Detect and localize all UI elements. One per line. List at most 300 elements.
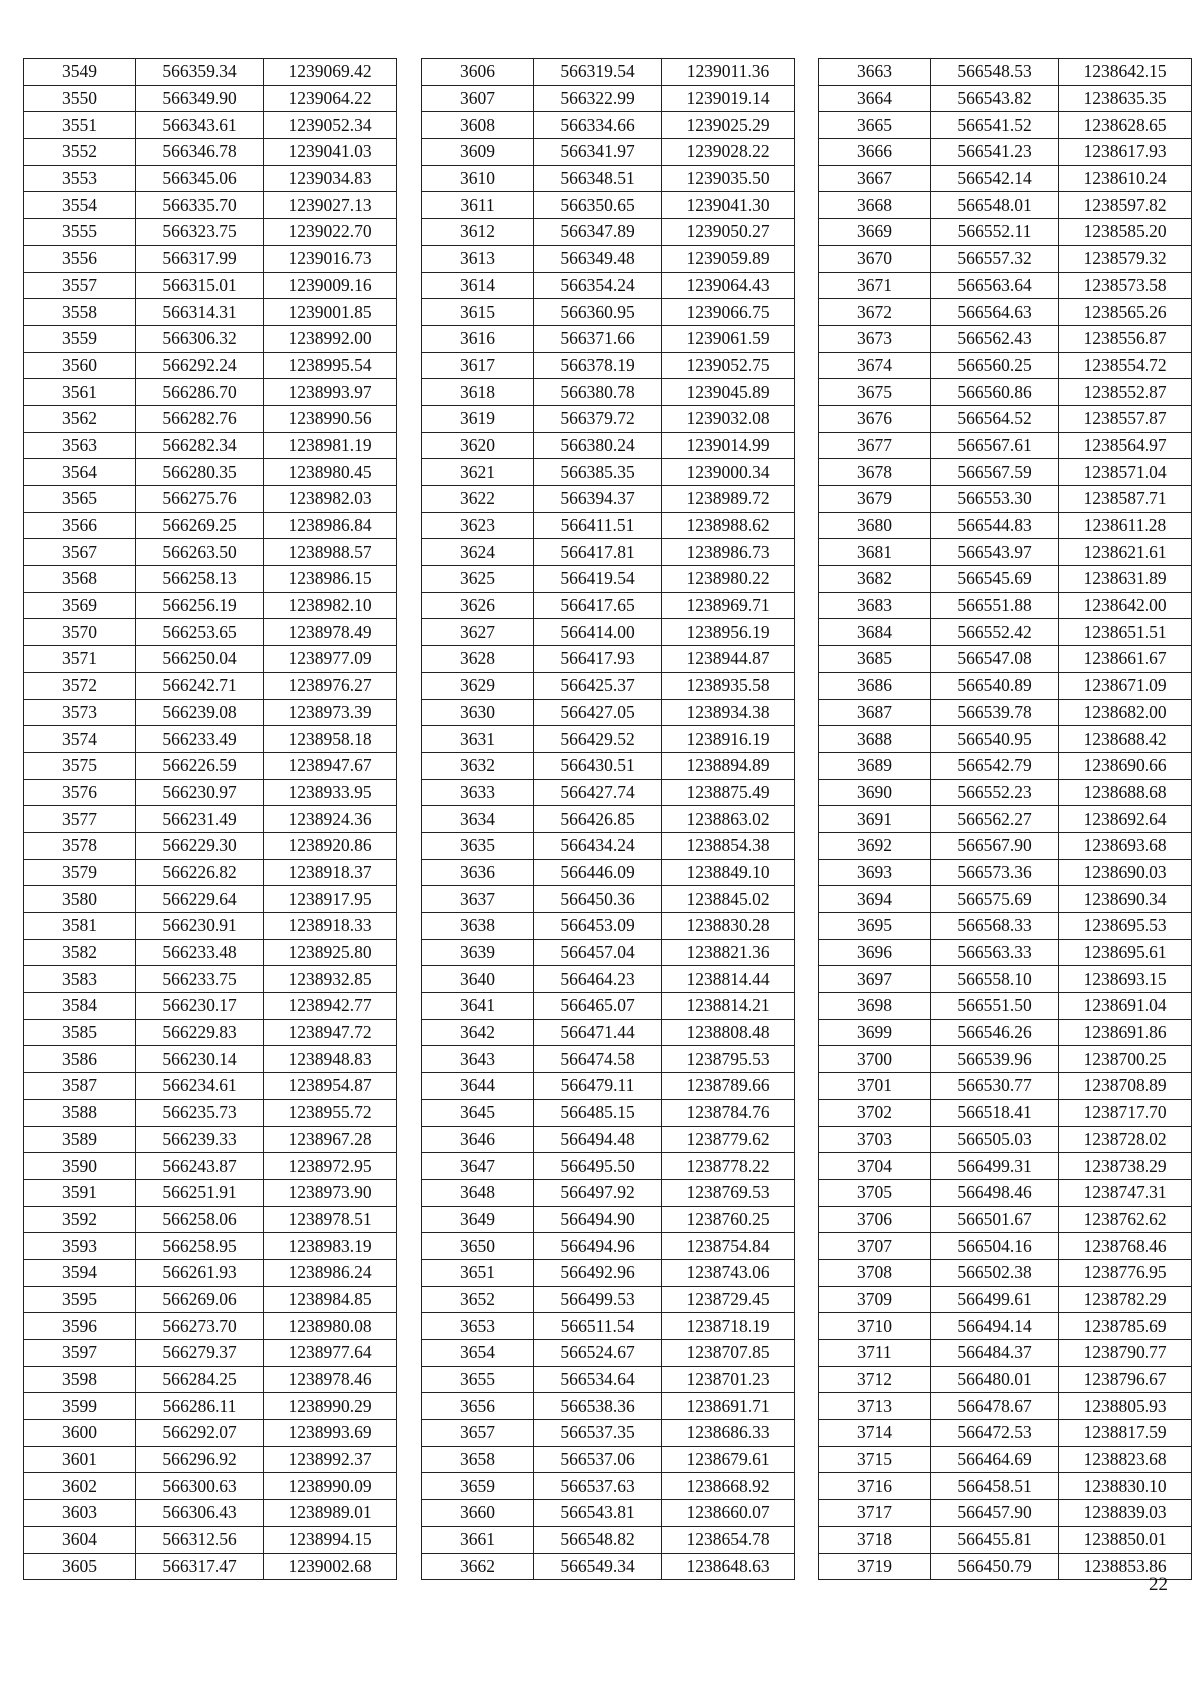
table-row xyxy=(422,512,795,539)
point-number-cell: 3593 xyxy=(24,1233,136,1260)
x-coordinate-cell: 566494.14 xyxy=(931,1313,1059,1340)
x-coordinate-cell: 566231.49 xyxy=(136,806,264,833)
table-row xyxy=(422,779,795,806)
point-number-cell: 3662 xyxy=(422,1553,534,1580)
table-row xyxy=(24,806,397,833)
x-coordinate-cell: 566501.67 xyxy=(931,1206,1059,1233)
table-row xyxy=(422,405,795,432)
y-coordinate-cell: 1238992.37 xyxy=(264,1446,397,1473)
y-coordinate-cell: 1238920.86 xyxy=(264,832,397,859)
y-coordinate-cell: 1238693.68 xyxy=(1059,832,1192,859)
point-number-cell: 3647 xyxy=(422,1153,534,1180)
x-coordinate-cell: 566497.92 xyxy=(534,1179,662,1206)
y-coordinate-cell: 1238850.01 xyxy=(1059,1526,1192,1553)
table-row xyxy=(24,1286,397,1313)
point-number-cell: 3635 xyxy=(422,832,534,859)
table-row xyxy=(819,699,1192,726)
point-number-cell: 3640 xyxy=(422,966,534,993)
table-row xyxy=(24,1366,397,1393)
x-coordinate-cell: 566429.52 xyxy=(534,726,662,753)
point-number-cell: 3655 xyxy=(422,1366,534,1393)
point-number-cell: 3633 xyxy=(422,779,534,806)
point-number-cell: 3695 xyxy=(819,913,931,940)
x-coordinate-cell: 566499.53 xyxy=(534,1286,662,1313)
point-number-cell: 3566 xyxy=(24,512,136,539)
point-number-cell: 3703 xyxy=(819,1126,931,1153)
point-number-cell: 3669 xyxy=(819,219,931,246)
point-number-cell: 3556 xyxy=(24,245,136,272)
point-number-cell: 3626 xyxy=(422,592,534,619)
point-number-cell: 3646 xyxy=(422,1126,534,1153)
y-coordinate-cell: 1238986.15 xyxy=(264,566,397,593)
table-row xyxy=(819,192,1192,219)
x-coordinate-cell: 566360.95 xyxy=(534,299,662,326)
x-coordinate-cell: 566567.61 xyxy=(931,432,1059,459)
y-coordinate-cell: 1239059.89 xyxy=(662,245,795,272)
x-coordinate-cell: 566292.07 xyxy=(136,1420,264,1447)
y-coordinate-cell: 1238729.45 xyxy=(662,1286,795,1313)
table-row xyxy=(24,379,397,406)
x-coordinate-cell: 566379.72 xyxy=(534,405,662,432)
point-number-cell: 3557 xyxy=(24,272,136,299)
x-coordinate-cell: 566229.30 xyxy=(136,832,264,859)
table-row xyxy=(24,1340,397,1367)
table-row xyxy=(24,1073,397,1100)
x-coordinate-cell: 566306.43 xyxy=(136,1500,264,1527)
table-row xyxy=(819,1179,1192,1206)
table-row xyxy=(24,646,397,673)
table-row xyxy=(819,1446,1192,1473)
table-row xyxy=(24,165,397,192)
x-coordinate-cell: 566280.35 xyxy=(136,459,264,486)
y-coordinate-cell: 1238978.49 xyxy=(264,619,397,646)
table-row xyxy=(422,1420,795,1447)
x-coordinate-cell: 566471.44 xyxy=(534,1019,662,1046)
point-number-cell: 3552 xyxy=(24,139,136,166)
point-number-cell: 3716 xyxy=(819,1473,931,1500)
point-number-cell: 3685 xyxy=(819,646,931,673)
y-coordinate-cell: 1238690.03 xyxy=(1059,859,1192,886)
point-number-cell: 3650 xyxy=(422,1233,534,1260)
point-number-cell: 3607 xyxy=(422,85,534,112)
x-coordinate-cell: 566560.25 xyxy=(931,352,1059,379)
table-row xyxy=(24,325,397,352)
x-coordinate-cell: 566573.36 xyxy=(931,859,1059,886)
table-row xyxy=(819,1420,1192,1447)
point-number-cell: 3636 xyxy=(422,859,534,886)
point-number-cell: 3567 xyxy=(24,539,136,566)
table-row xyxy=(24,859,397,886)
table-row xyxy=(819,1019,1192,1046)
table-row xyxy=(819,1153,1192,1180)
table-row xyxy=(819,245,1192,272)
x-coordinate-cell: 566542.14 xyxy=(931,165,1059,192)
table-row xyxy=(24,59,397,86)
coordinate-table-1 xyxy=(23,58,397,1580)
x-coordinate-cell: 566349.48 xyxy=(534,245,662,272)
x-coordinate-cell: 566498.46 xyxy=(931,1179,1059,1206)
point-number-cell: 3559 xyxy=(24,325,136,352)
x-coordinate-cell: 566563.64 xyxy=(931,272,1059,299)
y-coordinate-cell: 1239002.68 xyxy=(264,1553,397,1580)
table-row xyxy=(24,245,397,272)
x-coordinate-cell: 566478.67 xyxy=(931,1393,1059,1420)
table-row xyxy=(422,1073,795,1100)
point-number-cell: 3554 xyxy=(24,192,136,219)
y-coordinate-cell: 1239064.43 xyxy=(662,272,795,299)
y-coordinate-cell: 1238743.06 xyxy=(662,1259,795,1286)
y-coordinate-cell: 1238621.61 xyxy=(1059,539,1192,566)
point-number-cell: 3617 xyxy=(422,352,534,379)
table-row xyxy=(422,832,795,859)
y-coordinate-cell: 1238654.78 xyxy=(662,1526,795,1553)
point-number-cell: 3550 xyxy=(24,85,136,112)
x-coordinate-cell: 566233.75 xyxy=(136,966,264,993)
x-coordinate-cell: 566315.01 xyxy=(136,272,264,299)
y-coordinate-cell: 1238894.89 xyxy=(662,752,795,779)
y-coordinate-cell: 1239061.59 xyxy=(662,325,795,352)
point-number-cell: 3568 xyxy=(24,566,136,593)
x-coordinate-cell: 566230.17 xyxy=(136,993,264,1020)
y-coordinate-cell: 1238839.03 xyxy=(1059,1500,1192,1527)
x-coordinate-cell: 566346.78 xyxy=(136,139,264,166)
y-coordinate-cell: 1238718.19 xyxy=(662,1313,795,1340)
coordinate-table-2 xyxy=(421,58,795,1580)
x-coordinate-cell: 566547.08 xyxy=(931,646,1059,673)
y-coordinate-cell: 1238978.46 xyxy=(264,1366,397,1393)
table-row xyxy=(24,752,397,779)
x-coordinate-cell: 566562.43 xyxy=(931,325,1059,352)
table-row xyxy=(422,1286,795,1313)
x-coordinate-cell: 566465.07 xyxy=(534,993,662,1020)
table-row xyxy=(24,966,397,993)
y-coordinate-cell: 1238992.00 xyxy=(264,325,397,352)
y-coordinate-cell: 1238982.03 xyxy=(264,486,397,513)
y-coordinate-cell: 1238587.71 xyxy=(1059,486,1192,513)
point-number-cell: 3668 xyxy=(819,192,931,219)
y-coordinate-cell: 1238980.45 xyxy=(264,459,397,486)
table-row xyxy=(24,112,397,139)
y-coordinate-cell: 1238679.61 xyxy=(662,1446,795,1473)
x-coordinate-cell: 566258.13 xyxy=(136,566,264,593)
coordinate-table-3 xyxy=(818,58,1192,1580)
x-coordinate-cell: 566239.08 xyxy=(136,699,264,726)
x-coordinate-cell: 566371.66 xyxy=(534,325,662,352)
y-coordinate-cell: 1238796.67 xyxy=(1059,1366,1192,1393)
y-coordinate-cell: 1238738.29 xyxy=(1059,1153,1192,1180)
table-row xyxy=(422,1153,795,1180)
point-number-cell: 3629 xyxy=(422,672,534,699)
table-row xyxy=(819,646,1192,673)
point-number-cell: 3709 xyxy=(819,1286,931,1313)
y-coordinate-cell: 1238989.72 xyxy=(662,486,795,513)
table-row xyxy=(24,432,397,459)
table-row xyxy=(24,405,397,432)
point-number-cell: 3577 xyxy=(24,806,136,833)
table-row xyxy=(24,1179,397,1206)
table-row xyxy=(422,859,795,886)
table-row xyxy=(422,325,795,352)
x-coordinate-cell: 566230.91 xyxy=(136,913,264,940)
point-number-cell: 3706 xyxy=(819,1206,931,1233)
point-number-cell: 3583 xyxy=(24,966,136,993)
table-row xyxy=(422,672,795,699)
table-row xyxy=(24,1393,397,1420)
point-number-cell: 3713 xyxy=(819,1393,931,1420)
point-number-cell: 3637 xyxy=(422,886,534,913)
table-row xyxy=(819,779,1192,806)
table-row xyxy=(422,1393,795,1420)
point-number-cell: 3656 xyxy=(422,1393,534,1420)
point-number-cell: 3705 xyxy=(819,1179,931,1206)
table-row xyxy=(819,752,1192,779)
x-coordinate-cell: 566464.69 xyxy=(931,1446,1059,1473)
point-number-cell: 3654 xyxy=(422,1340,534,1367)
point-number-cell: 3573 xyxy=(24,699,136,726)
x-coordinate-cell: 566548.82 xyxy=(534,1526,662,1553)
y-coordinate-cell: 1239052.34 xyxy=(264,112,397,139)
table-row xyxy=(24,1313,397,1340)
table-row xyxy=(819,1126,1192,1153)
x-coordinate-cell: 566233.48 xyxy=(136,939,264,966)
x-coordinate-cell: 566537.35 xyxy=(534,1420,662,1447)
y-coordinate-cell: 1238830.28 xyxy=(662,913,795,940)
point-number-cell: 3712 xyxy=(819,1366,931,1393)
table-row xyxy=(24,1420,397,1447)
y-coordinate-cell: 1238747.31 xyxy=(1059,1179,1192,1206)
x-coordinate-cell: 566263.50 xyxy=(136,539,264,566)
table-row xyxy=(422,806,795,833)
x-coordinate-cell: 566359.34 xyxy=(136,59,264,86)
point-number-cell: 3610 xyxy=(422,165,534,192)
point-number-cell: 3618 xyxy=(422,379,534,406)
y-coordinate-cell: 1238782.29 xyxy=(1059,1286,1192,1313)
table-row xyxy=(24,272,397,299)
point-number-cell: 3676 xyxy=(819,405,931,432)
table-row xyxy=(422,459,795,486)
table-row xyxy=(819,832,1192,859)
table-row xyxy=(24,886,397,913)
table-row xyxy=(819,1206,1192,1233)
y-coordinate-cell: 1239032.08 xyxy=(662,405,795,432)
x-coordinate-cell: 566552.23 xyxy=(931,779,1059,806)
table-row xyxy=(422,1313,795,1340)
y-coordinate-cell: 1238863.02 xyxy=(662,806,795,833)
table-row xyxy=(422,1366,795,1393)
point-number-cell: 3697 xyxy=(819,966,931,993)
table-row xyxy=(24,1233,397,1260)
x-coordinate-cell: 566349.90 xyxy=(136,85,264,112)
y-coordinate-cell: 1238668.92 xyxy=(662,1473,795,1500)
table-row xyxy=(24,1206,397,1233)
x-coordinate-cell: 566345.06 xyxy=(136,165,264,192)
y-coordinate-cell: 1238597.82 xyxy=(1059,192,1192,219)
table-row xyxy=(24,139,397,166)
point-number-cell: 3659 xyxy=(422,1473,534,1500)
table-row xyxy=(24,1259,397,1286)
point-number-cell: 3590 xyxy=(24,1153,136,1180)
table-row xyxy=(819,726,1192,753)
table-row xyxy=(819,1286,1192,1313)
point-number-cell: 3570 xyxy=(24,619,136,646)
point-number-cell: 3686 xyxy=(819,672,931,699)
point-number-cell: 3627 xyxy=(422,619,534,646)
y-coordinate-cell: 1238671.09 xyxy=(1059,672,1192,699)
y-coordinate-cell: 1238785.69 xyxy=(1059,1313,1192,1340)
table-row xyxy=(24,993,397,1020)
y-coordinate-cell: 1238817.59 xyxy=(1059,1420,1192,1447)
y-coordinate-cell: 1239009.16 xyxy=(264,272,397,299)
y-coordinate-cell: 1238986.84 xyxy=(264,512,397,539)
y-coordinate-cell: 1239050.27 xyxy=(662,219,795,246)
point-number-cell: 3649 xyxy=(422,1206,534,1233)
y-coordinate-cell: 1238954.87 xyxy=(264,1073,397,1100)
table-row xyxy=(24,1553,397,1580)
y-coordinate-cell: 1238571.04 xyxy=(1059,459,1192,486)
table-row xyxy=(422,939,795,966)
x-coordinate-cell: 566494.90 xyxy=(534,1206,662,1233)
table-row xyxy=(819,913,1192,940)
table-row xyxy=(422,1446,795,1473)
y-coordinate-cell: 1238849.10 xyxy=(662,859,795,886)
point-number-cell: 3616 xyxy=(422,325,534,352)
table-row xyxy=(819,486,1192,513)
point-number-cell: 3631 xyxy=(422,726,534,753)
point-number-cell: 3558 xyxy=(24,299,136,326)
table-row xyxy=(24,539,397,566)
x-coordinate-cell: 566335.70 xyxy=(136,192,264,219)
x-coordinate-cell: 566551.50 xyxy=(931,993,1059,1020)
point-number-cell: 3719 xyxy=(819,1553,931,1580)
point-number-cell: 3623 xyxy=(422,512,534,539)
point-number-cell: 3690 xyxy=(819,779,931,806)
y-coordinate-cell: 1238688.42 xyxy=(1059,726,1192,753)
point-number-cell: 3575 xyxy=(24,752,136,779)
point-number-cell: 3689 xyxy=(819,752,931,779)
table-row xyxy=(422,139,795,166)
table-row xyxy=(422,646,795,673)
x-coordinate-cell: 566567.90 xyxy=(931,832,1059,859)
y-coordinate-cell: 1238564.97 xyxy=(1059,432,1192,459)
point-number-cell: 3612 xyxy=(422,219,534,246)
table-row xyxy=(422,272,795,299)
table-row xyxy=(422,1233,795,1260)
table-row xyxy=(422,85,795,112)
table-row xyxy=(819,1366,1192,1393)
x-coordinate-cell: 566286.11 xyxy=(136,1393,264,1420)
x-coordinate-cell: 566256.19 xyxy=(136,592,264,619)
y-coordinate-cell: 1238754.84 xyxy=(662,1233,795,1260)
table-row xyxy=(422,886,795,913)
y-coordinate-cell: 1238805.93 xyxy=(1059,1393,1192,1420)
table-row xyxy=(24,832,397,859)
x-coordinate-cell: 566558.10 xyxy=(931,966,1059,993)
y-coordinate-cell: 1239041.03 xyxy=(264,139,397,166)
table-row xyxy=(422,993,795,1020)
table-row xyxy=(819,405,1192,432)
table-row xyxy=(422,592,795,619)
table-row xyxy=(422,699,795,726)
table-row xyxy=(24,939,397,966)
table-row xyxy=(422,299,795,326)
x-coordinate-cell: 566251.91 xyxy=(136,1179,264,1206)
x-coordinate-cell: 566343.61 xyxy=(136,112,264,139)
y-coordinate-cell: 1238795.53 xyxy=(662,1046,795,1073)
x-coordinate-cell: 566427.74 xyxy=(534,779,662,806)
table-row xyxy=(422,1553,795,1580)
table-row xyxy=(24,566,397,593)
point-number-cell: 3693 xyxy=(819,859,931,886)
x-coordinate-cell: 566273.70 xyxy=(136,1313,264,1340)
table-row xyxy=(422,379,795,406)
point-number-cell: 3549 xyxy=(24,59,136,86)
table-row xyxy=(422,1099,795,1126)
y-coordinate-cell: 1238688.68 xyxy=(1059,779,1192,806)
y-coordinate-cell: 1238700.25 xyxy=(1059,1046,1192,1073)
y-coordinate-cell: 1238708.89 xyxy=(1059,1073,1192,1100)
table-row xyxy=(819,165,1192,192)
y-coordinate-cell: 1238661.67 xyxy=(1059,646,1192,673)
table-row xyxy=(422,112,795,139)
x-coordinate-cell: 566347.89 xyxy=(534,219,662,246)
point-number-cell: 3651 xyxy=(422,1259,534,1286)
x-coordinate-cell: 566258.06 xyxy=(136,1206,264,1233)
point-number-cell: 3718 xyxy=(819,1526,931,1553)
y-coordinate-cell: 1238808.48 xyxy=(662,1019,795,1046)
x-coordinate-cell: 566492.96 xyxy=(534,1259,662,1286)
table-row xyxy=(24,299,397,326)
point-number-cell: 3563 xyxy=(24,432,136,459)
point-number-cell: 3672 xyxy=(819,299,931,326)
point-number-cell: 3675 xyxy=(819,379,931,406)
x-coordinate-cell: 566312.56 xyxy=(136,1526,264,1553)
point-number-cell: 3696 xyxy=(819,939,931,966)
point-number-cell: 3688 xyxy=(819,726,931,753)
x-coordinate-cell: 566563.33 xyxy=(931,939,1059,966)
x-coordinate-cell: 566530.77 xyxy=(931,1073,1059,1100)
table-row xyxy=(422,245,795,272)
table-row xyxy=(422,352,795,379)
x-coordinate-cell: 566568.33 xyxy=(931,913,1059,940)
y-coordinate-cell: 1238980.22 xyxy=(662,566,795,593)
y-coordinate-cell: 1239064.22 xyxy=(264,85,397,112)
point-number-cell: 3581 xyxy=(24,913,136,940)
point-number-cell: 3615 xyxy=(422,299,534,326)
y-coordinate-cell: 1239045.89 xyxy=(662,379,795,406)
point-number-cell: 3605 xyxy=(24,1553,136,1580)
y-coordinate-cell: 1238918.33 xyxy=(264,913,397,940)
x-coordinate-cell: 566534.64 xyxy=(534,1366,662,1393)
x-coordinate-cell: 566253.65 xyxy=(136,619,264,646)
table-row xyxy=(422,913,795,940)
table-row xyxy=(24,592,397,619)
y-coordinate-cell: 1238933.95 xyxy=(264,779,397,806)
x-coordinate-cell: 566282.34 xyxy=(136,432,264,459)
table-row xyxy=(24,1153,397,1180)
y-coordinate-cell: 1238648.63 xyxy=(662,1553,795,1580)
point-number-cell: 3632 xyxy=(422,752,534,779)
point-number-cell: 3604 xyxy=(24,1526,136,1553)
y-coordinate-cell: 1238552.87 xyxy=(1059,379,1192,406)
table-row xyxy=(24,192,397,219)
y-coordinate-cell: 1238956.19 xyxy=(662,619,795,646)
table-row xyxy=(24,512,397,539)
y-coordinate-cell: 1238990.29 xyxy=(264,1393,397,1420)
y-coordinate-cell: 1239041.30 xyxy=(662,192,795,219)
x-coordinate-cell: 566292.24 xyxy=(136,352,264,379)
y-coordinate-cell: 1238916.19 xyxy=(662,726,795,753)
x-coordinate-cell: 566548.53 xyxy=(931,59,1059,86)
